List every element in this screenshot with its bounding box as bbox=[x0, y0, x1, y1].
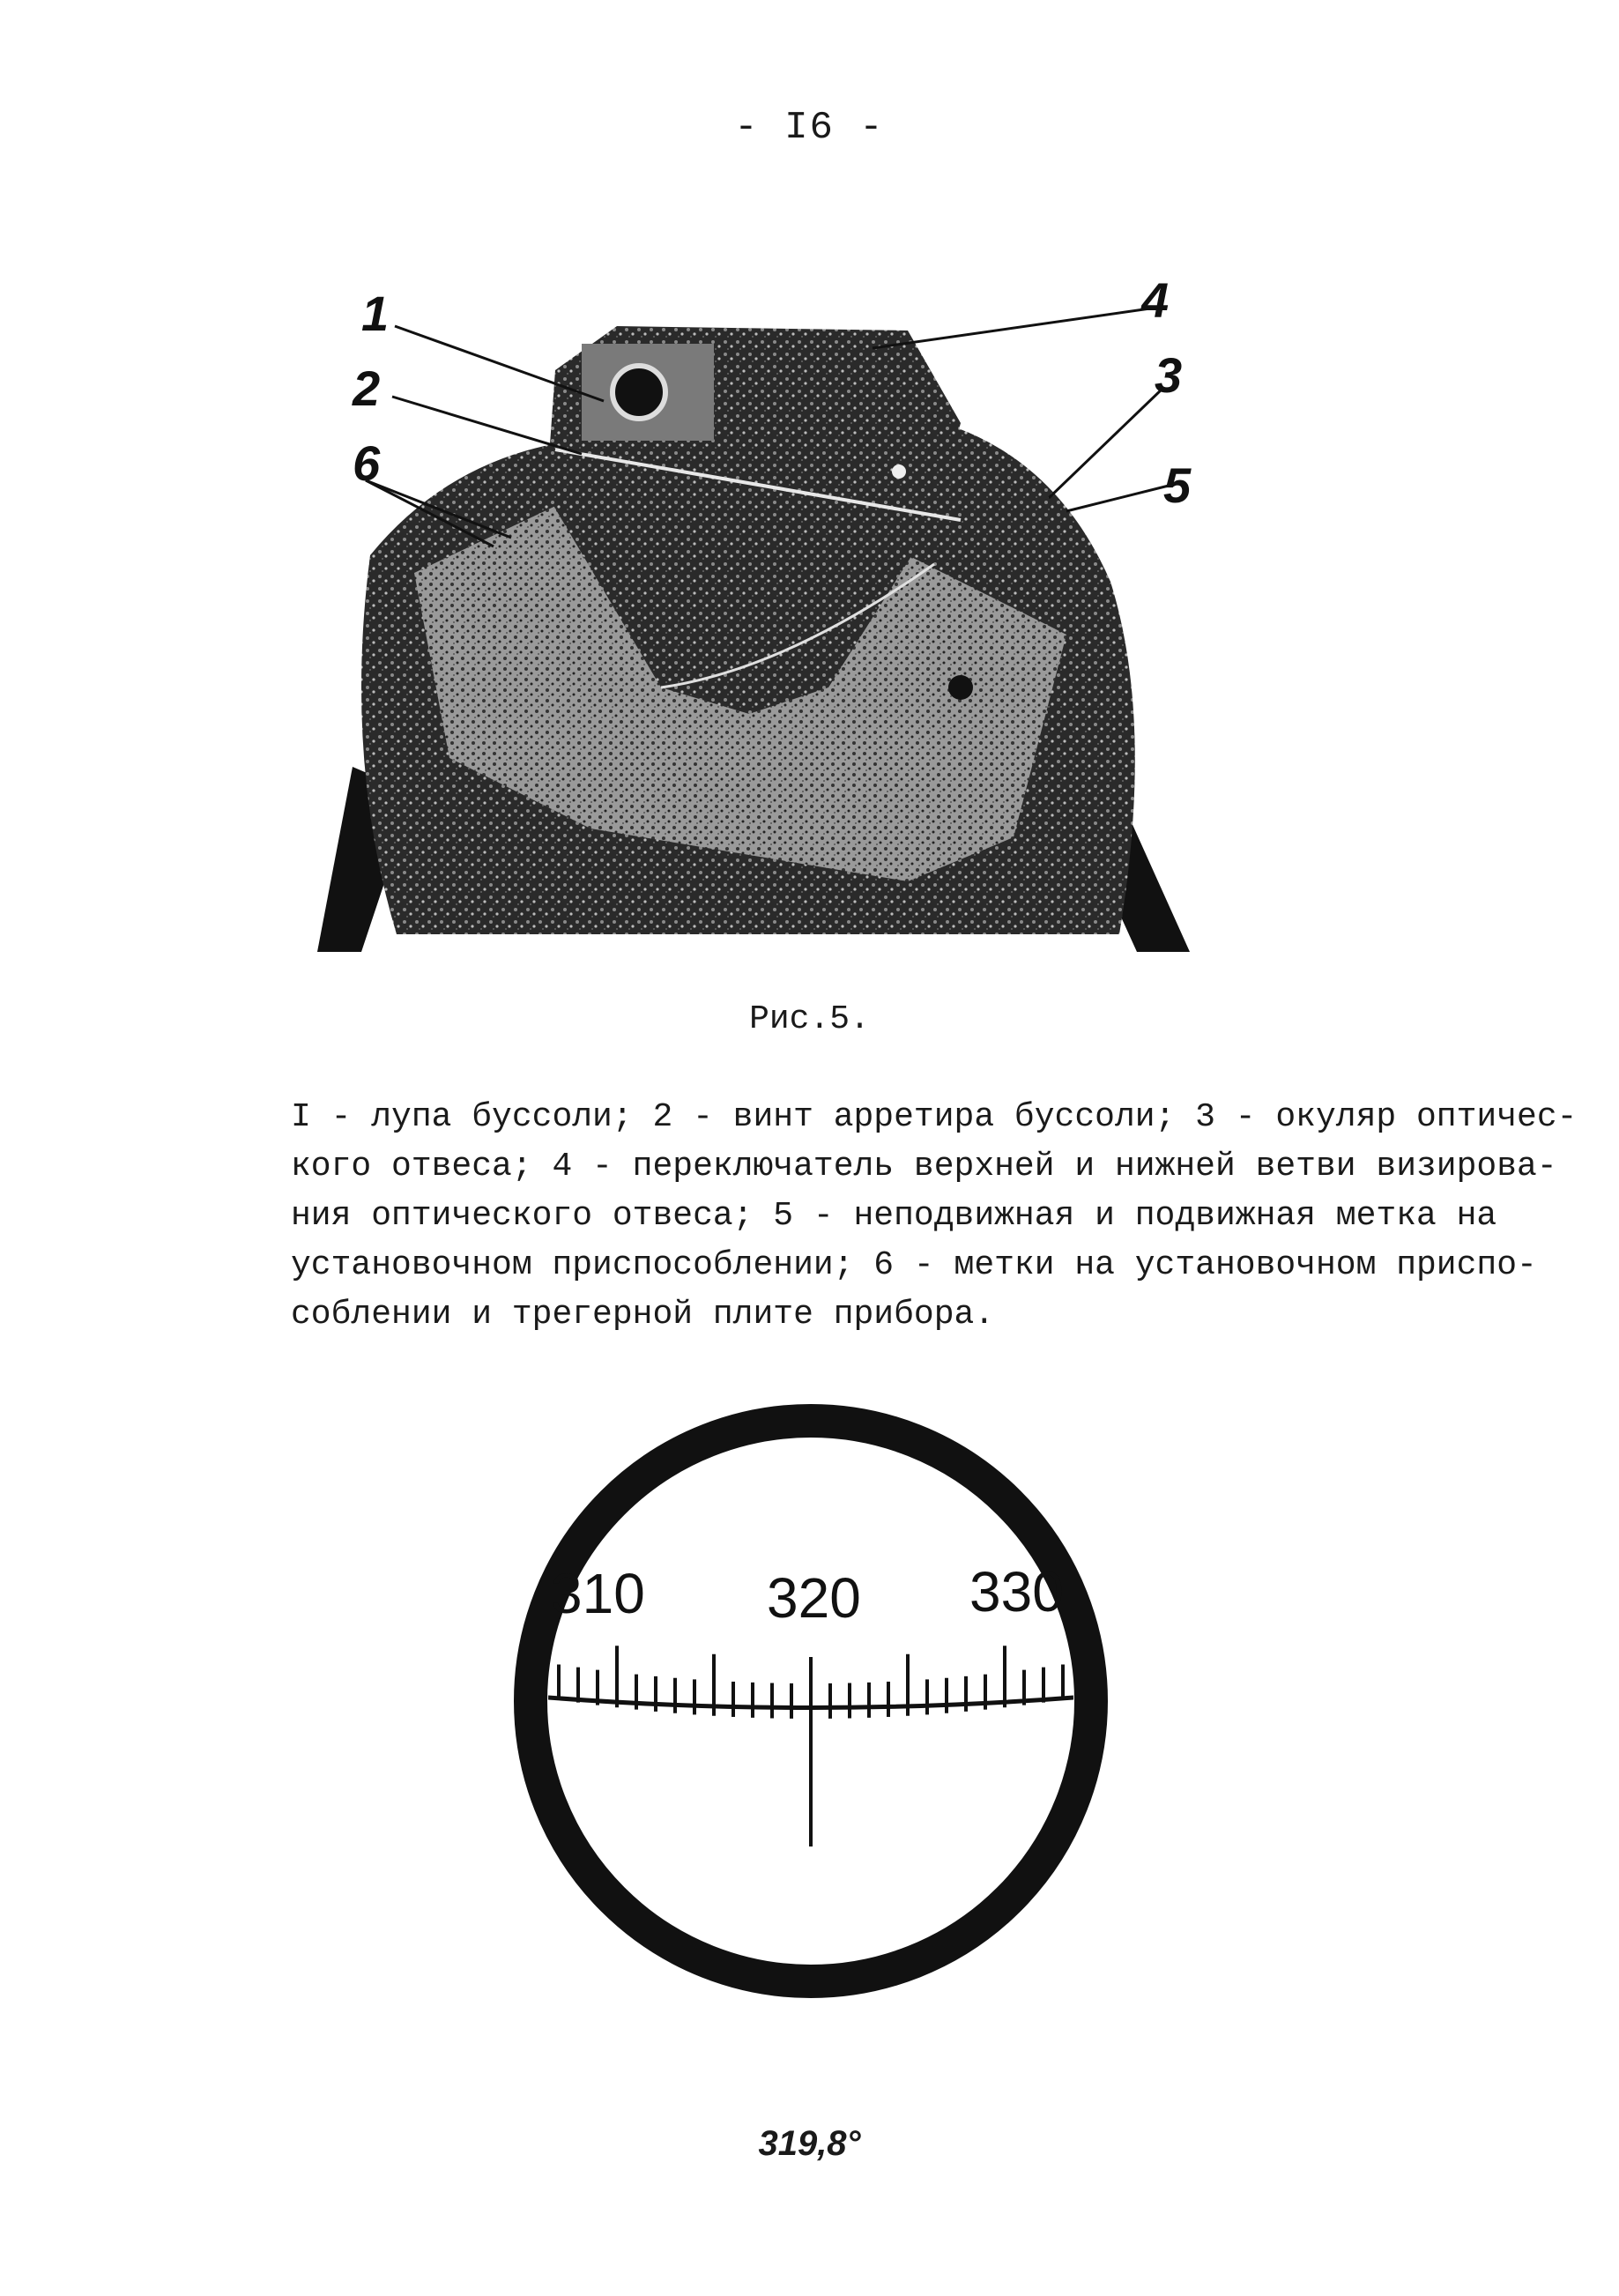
callout-4: 4 bbox=[1141, 272, 1170, 328]
scale-label-310: 310 bbox=[551, 1562, 645, 1625]
legend-line: ния оптического отвеса; 5 - неподвижная и подвижная метка на bbox=[291, 1197, 1497, 1235]
legend-line: I - лупа буссоли; 2 - винт арретира буссоли; 3 - окуляр оптичес- bbox=[291, 1098, 1578, 1136]
legend-line: соблении и трегерной плите прибора. bbox=[291, 1296, 995, 1334]
compass-reading: 319,8° bbox=[758, 2124, 861, 2163]
scale-label-330: 330 bbox=[969, 1560, 1064, 1624]
legend-line: установочном приспособлении; 6 - метки на установочном приспо- bbox=[291, 1246, 1537, 1284]
magnifier-lens bbox=[613, 366, 665, 419]
callout-3: 3 bbox=[1155, 347, 1183, 403]
callout-5: 5 bbox=[1163, 457, 1192, 513]
legend-line: кого отвеса; 4 - переключатель верхней и нижней ветви визирова- bbox=[291, 1148, 1557, 1185]
page-number: - I6 - bbox=[734, 106, 885, 150]
figure-legend bbox=[291, 1093, 1578, 1340]
scale-ticks bbox=[539, 1646, 1082, 1719]
compass-dial bbox=[502, 1393, 1119, 2010]
scale-label-320: 320 bbox=[767, 1566, 861, 1630]
instrument-photo bbox=[291, 264, 1216, 970]
callout-1: 1 bbox=[361, 286, 390, 341]
callout-2: 2 bbox=[353, 360, 381, 416]
callout-6: 6 bbox=[353, 435, 381, 491]
figure-caption: Рис.5. bbox=[749, 1000, 870, 1038]
